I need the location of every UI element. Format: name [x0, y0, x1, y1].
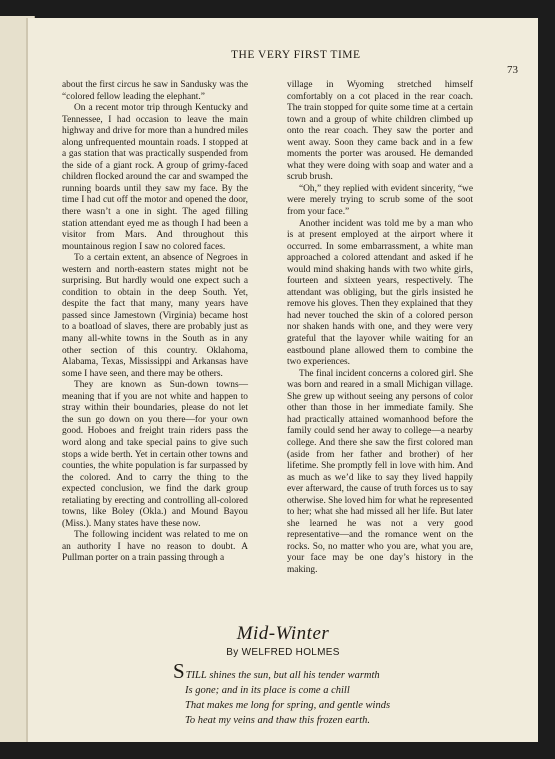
paragraph: about the first circus he saw in Sandusky was the “colored fellow leading the elephant.”	[62, 80, 248, 102]
paragraph: The following incident was related to me on an authority I have no reason to doubt. A Pullman porter on a train passing through a	[62, 530, 248, 564]
poem-title: Mid-Winter	[236, 623, 330, 644]
paragraph: They are known as Sun-down towns—meaning that if you are not white and happen to stray within their boundaries, please do not let the sun go down on you there—for your own good. Hoboes and freight train riders pass the word along and take special pains to give such stops a wide berth. Yet in certain other towns and counties, the white population is far surpassed by the colored. And to carry the thing to the expected conclusion, we find the dark group retaliating by erecting and controlling all-colored towns, like Boley (Okla.) and Mound Bayou (Miss.). Many states have these now.	[62, 380, 248, 529]
paragraph: village in Wyoming stretched himself comfortably on a cot placed in the rear coach. The train stopped for quite some time at a certain town and a group of white children climbed up onto the rear coach. They saw the porter and went away. Soon they came back and in a few moments the porter was aroused. He demanded what they were doing with soap and water and a scrub brush.	[287, 80, 473, 183]
poem-first-line: shines the sun, but all his tender warmth	[206, 670, 380, 681]
drop-cap: S	[173, 659, 186, 683]
book-page	[26, 18, 538, 742]
poem-line: To heat my veins and thaw this frozen earth.	[185, 715, 371, 726]
paragraph: On a recent motor trip through Kentucky and Tennessee, I had occasion to leave the main highway and drive for more than a hundred miles along unfrequented mountain roads. I stopped at a gas station that was practically suspended from the side of a giant rock. A group of grimy-faced children flocked around the car and swamped the running boards until they saw my face. By the time I had cut off the motor and opened the door, there wasn’t a one in sight. The aged filling station attendant eyed me as though I had been a visitor from Mars. And throughout this mountainous region I saw no colored faces.	[62, 103, 248, 252]
poem-line: That makes me long for spring, and gentle winds	[185, 700, 391, 711]
paragraph: “Oh,” they replied with evident sincerity, “we were merely trying to scrub some of the soot from your face.”	[287, 183, 473, 218]
paragraph: The final incident concerns a colored girl. She was born and reared in a small Michigan village. She grew up without seeing any persons of color other than those in her immediate family. She had practically attained womanhood before the family could send her away to college—a nearby college. And there she saw the first colored man (aside from her father and brother) of her lifetime. She promptly fell in love with him. And as much as we’d like to say they lived happily ever afterward, the cause of truth forces us to say otherwise. She loved him for what he represented to her; what she had missed all her life. But later she learned he was not a very good representative—and the romance went on the rocks. So, no matter who you are, what you are, your face may be one day’s history in the making.	[287, 368, 473, 575]
left-column	[62, 80, 248, 565]
page-number: 73	[507, 64, 518, 76]
poem-line: Is gone; and in its place is come a chill	[185, 685, 350, 696]
right-column	[287, 80, 473, 577]
paragraph: To a certain extent, an absence of Negroes in western and north-eastern states might not be surprising. But hardly would one expect such a condition to obtain in the deep South. Yet, despite the fact that many, many years have passed since Jamestown (Virginia) became host to a boatload of slaves, there are probably just as many all-white towns in the South as in any other section of this country. Oklahoma, Alabama, Texas, Mississippi and Arkansas have some I have seen, and there may be others.	[62, 253, 248, 379]
running-head: THE VERY FIRST TIME	[231, 49, 361, 61]
poem-line	[173, 659, 473, 683]
poem-body	[173, 659, 473, 728]
paragraph: Another incident was told me by a man who is at present employed at the airport where it occurred. In some embarrassment, a white man approached a colored attendant and asked if he would mind shaking hands with two white girls, fourteen and sixteen years, respectively. The attendant was obliging, but the girls insisted he remove his gloves. Then they explained that they had never touched the skin of a colored person nor shaken hands with one, and they were very grateful that the layover while waiting for an eastbound plane allowed them to combine the two experiences.	[287, 218, 473, 368]
poem-byline: By WELFRED HOLMES	[226, 647, 340, 658]
poem-first-word: TILL	[185, 670, 207, 681]
